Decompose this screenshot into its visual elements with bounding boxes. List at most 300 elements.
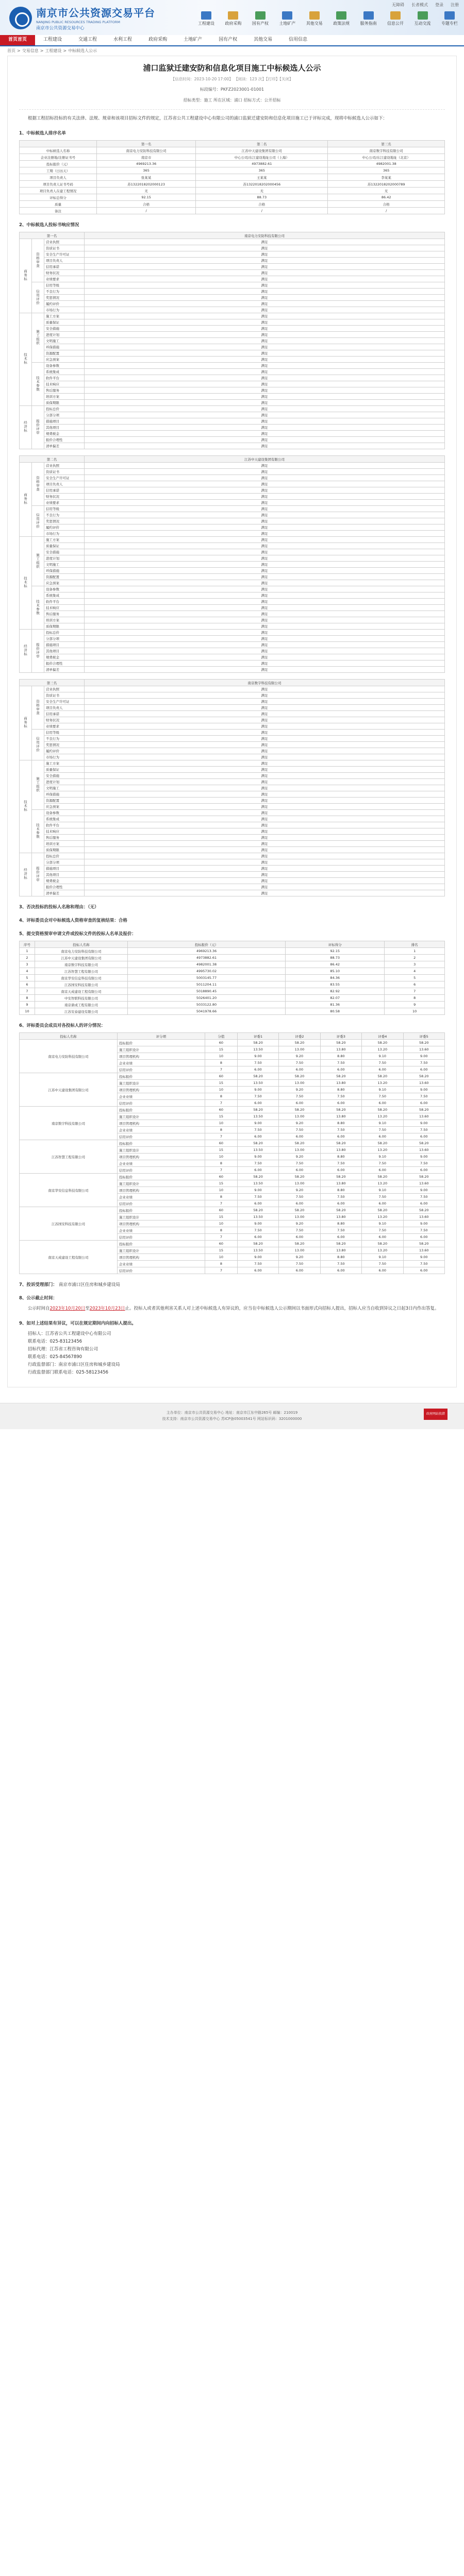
item-cell: 软件平台 bbox=[44, 599, 85, 605]
table-cell: 6.00 bbox=[403, 1200, 445, 1207]
status-cell: 满足 bbox=[85, 258, 445, 264]
table-cell: 58.20 bbox=[237, 1073, 278, 1080]
item-cell: 进度计划 bbox=[44, 555, 85, 562]
table-cell: 6.00 bbox=[362, 1267, 403, 1274]
status-cell: 满足 bbox=[85, 381, 445, 387]
table-cell: 6 bbox=[385, 981, 445, 988]
table-cell: 86.42 bbox=[286, 961, 385, 968]
table-cell: 13.60 bbox=[403, 1147, 445, 1154]
subgroup-label: 施工组织 bbox=[36, 329, 40, 345]
item-cell: 项目负责人 bbox=[44, 481, 85, 487]
table-cell: 项目管理机构 bbox=[118, 1221, 205, 1227]
subgroup-label: 资格审查 bbox=[36, 476, 40, 492]
table-cell: 7.50 bbox=[403, 1261, 445, 1267]
table-cell: 4973882.61 bbox=[128, 955, 286, 961]
status-cell: 满足 bbox=[85, 754, 445, 760]
item-cell: 技术响应 bbox=[44, 381, 85, 387]
table-cell: 6.00 bbox=[237, 1133, 278, 1140]
table-cell: 58.20 bbox=[403, 1040, 445, 1046]
nav-item[interactable] bbox=[196, 11, 217, 26]
table-cell: 9.10 bbox=[362, 1187, 403, 1194]
table-cell: 9.20 bbox=[279, 1120, 320, 1127]
table-cell: 58.20 bbox=[279, 1174, 320, 1180]
nav-icon bbox=[336, 11, 346, 20]
header-cell: 评委1 bbox=[237, 1033, 278, 1040]
group-label: 技术标 bbox=[23, 353, 27, 365]
tab-item[interactable]: 其他交易 bbox=[254, 37, 273, 42]
subgroup-cell bbox=[32, 239, 44, 282]
table-row bbox=[20, 487, 445, 494]
table-row bbox=[20, 481, 445, 487]
table-cell: 58.20 bbox=[362, 1073, 403, 1080]
table-cell: 6.00 bbox=[279, 1200, 320, 1207]
tender-meta: 招标类型：施工 所在区域：浦口 招标方式：公开招标 bbox=[183, 98, 281, 103]
table-cell: 13.80 bbox=[320, 1046, 361, 1053]
status-cell: 满足 bbox=[85, 326, 445, 332]
item-cell: 系统集成 bbox=[44, 369, 85, 375]
nav-item[interactable] bbox=[439, 11, 460, 26]
item-cell: 财务状况 bbox=[44, 717, 85, 723]
item-cell: 设备参数 bbox=[44, 586, 85, 592]
table-cell: 58.20 bbox=[237, 1140, 278, 1147]
table-row bbox=[20, 301, 445, 307]
section9-heading: 9、如对上述结果有异议，可以在规定期间内向招标人提出。 bbox=[19, 1321, 136, 1326]
tab-item[interactable]: 土地矿产 bbox=[184, 37, 203, 42]
table-row bbox=[20, 623, 445, 630]
table-cell: 92.15 bbox=[286, 948, 385, 955]
status-cell: 满足 bbox=[85, 660, 445, 667]
table-row bbox=[20, 369, 445, 375]
table-cell: 13.50 bbox=[237, 1214, 278, 1221]
breadcrumb-item[interactable]: 工程建设 bbox=[45, 48, 62, 53]
site-footer bbox=[0, 1403, 464, 1429]
table-cell: 7 bbox=[205, 1133, 238, 1140]
nav-label: 专题专栏 bbox=[441, 21, 458, 26]
top-link[interactable]: 登录 bbox=[435, 3, 443, 7]
subgroup-cell bbox=[32, 282, 44, 313]
table-cell: 6.00 bbox=[320, 1200, 361, 1207]
table-cell: 9.20 bbox=[279, 1154, 320, 1160]
table-cell: 88.73 bbox=[196, 194, 328, 201]
table-row bbox=[20, 705, 445, 711]
table-cell: 13.80 bbox=[320, 1214, 361, 1221]
table-cell: 13.00 bbox=[279, 1247, 320, 1254]
table-row bbox=[20, 258, 445, 264]
tab-item[interactable]: 国有产权 bbox=[219, 37, 238, 42]
table-cell: 企业业绩 bbox=[118, 1060, 205, 1066]
status-cell: 满足 bbox=[85, 500, 445, 506]
table-cell: 60 bbox=[205, 1174, 238, 1180]
table-cell: 58.20 bbox=[403, 1140, 445, 1147]
table-cell: 9.00 bbox=[237, 1053, 278, 1060]
status-cell: 满足 bbox=[85, 375, 445, 381]
table-cell: 10 bbox=[205, 1087, 238, 1093]
tab-item[interactable]: 信用信息 bbox=[289, 37, 308, 42]
item-cell: 安全生产许可证 bbox=[44, 251, 85, 258]
table-row bbox=[20, 699, 445, 705]
nav-item[interactable] bbox=[250, 11, 271, 26]
group-cell bbox=[20, 630, 32, 673]
tab-item[interactable]: 政府采购 bbox=[148, 37, 168, 42]
group-cell bbox=[20, 686, 32, 760]
table-row bbox=[20, 201, 445, 208]
table-cell: 9.20 bbox=[279, 1053, 320, 1060]
table-cell: 投标报价 bbox=[118, 1241, 205, 1247]
header-cell: 第三名 bbox=[328, 141, 445, 147]
bidder-name-cell: 江苏中天建设集团有限公司 bbox=[85, 456, 445, 463]
header-cell: 评委5 bbox=[403, 1033, 445, 1040]
table-row bbox=[20, 332, 445, 338]
table-cell: 58.20 bbox=[403, 1073, 445, 1080]
item-cell: 项目负责人 bbox=[44, 258, 85, 264]
table-row bbox=[20, 961, 445, 968]
table-cell: 信用评价 bbox=[118, 1100, 205, 1107]
status-cell: 满足 bbox=[85, 810, 445, 816]
table-cell: 9.20 bbox=[279, 1221, 320, 1227]
status-cell: 满足 bbox=[85, 289, 445, 295]
table-row bbox=[20, 270, 445, 276]
status-cell: 满足 bbox=[85, 344, 445, 350]
table-cell: 82.07 bbox=[286, 995, 385, 1002]
table-cell: 60 bbox=[205, 1241, 238, 1247]
tab-item[interactable]: 交通工程 bbox=[78, 37, 97, 42]
status-cell: 满足 bbox=[85, 816, 445, 822]
item-cell: 清单偏差 bbox=[44, 890, 85, 896]
status-cell: 满足 bbox=[85, 512, 445, 518]
item-cell: 系统集成 bbox=[44, 816, 85, 822]
group-cell bbox=[20, 853, 32, 896]
table-cell: 4982001.38 bbox=[128, 961, 286, 968]
table-row bbox=[20, 841, 445, 847]
table-cell: 投标报价 bbox=[118, 1174, 205, 1180]
table-cell: 8 bbox=[205, 1194, 238, 1200]
item-cell: 财务状况 bbox=[44, 270, 85, 276]
top-link[interactable]: 注册 bbox=[451, 3, 459, 7]
status-cell: 满足 bbox=[85, 711, 445, 717]
item-cell: 措施项目 bbox=[44, 866, 85, 872]
table-row bbox=[20, 295, 445, 301]
item-cell: 软件平台 bbox=[44, 375, 85, 381]
site-header bbox=[0, 0, 464, 35]
table-cell: 58.20 bbox=[320, 1241, 361, 1247]
subgroup-cell bbox=[32, 686, 44, 730]
item-cell: 售后服务 bbox=[44, 611, 85, 617]
table-cell: 6.00 bbox=[362, 1200, 403, 1207]
table-cell: 58.20 bbox=[279, 1241, 320, 1247]
item-cell: 培训方案 bbox=[44, 841, 85, 847]
nav-item[interactable] bbox=[223, 11, 243, 26]
status-cell: 满足 bbox=[85, 475, 445, 481]
table-cell: 7.50 bbox=[362, 1194, 403, 1200]
table-row bbox=[20, 406, 445, 412]
item-cell: 技术响应 bbox=[44, 605, 85, 611]
table-row bbox=[20, 884, 445, 890]
error-report-badge[interactable]: 政府网站找错 bbox=[424, 1409, 448, 1420]
table-row bbox=[20, 686, 445, 692]
item-cell: 不良行为 bbox=[44, 289, 85, 295]
table-cell: 9.00 bbox=[237, 1221, 278, 1227]
table-cell: 13.50 bbox=[237, 1147, 278, 1154]
table-cell: 58.20 bbox=[279, 1207, 320, 1214]
table-row bbox=[20, 955, 445, 961]
table-cell: 365 bbox=[97, 167, 196, 174]
nav-item[interactable] bbox=[304, 11, 325, 26]
table-cell: 7.50 bbox=[362, 1060, 403, 1066]
rank-cell: 第三名 bbox=[20, 680, 85, 686]
table-cell: 7.50 bbox=[320, 1093, 361, 1100]
table-cell: 9.10 bbox=[362, 1087, 403, 1093]
table-header-row bbox=[20, 141, 445, 147]
item-cell: 投标总价 bbox=[44, 406, 85, 412]
bidder-cell: 江苏智慧工程有限公司 bbox=[20, 1140, 118, 1174]
table-row bbox=[20, 350, 445, 357]
item-cell: 不良行为 bbox=[44, 512, 85, 518]
section7-label: 7、投诉受理部门： bbox=[19, 1282, 57, 1287]
item-cell: 投标总价 bbox=[44, 853, 85, 859]
table-row bbox=[20, 981, 445, 988]
table-row bbox=[20, 605, 445, 611]
breadcrumb-item[interactable]: 中标候选人公示 bbox=[68, 48, 97, 53]
status-cell: 满足 bbox=[85, 425, 445, 431]
item-cell: 分部分项 bbox=[44, 636, 85, 642]
table-cell: 6.00 bbox=[320, 1100, 361, 1107]
status-cell: 满足 bbox=[85, 400, 445, 406]
table-cell: 6.00 bbox=[237, 1100, 278, 1107]
nav-icon bbox=[444, 11, 455, 20]
table-row bbox=[20, 1174, 445, 1180]
table-cell: 60 bbox=[205, 1140, 238, 1147]
table-row bbox=[20, 147, 445, 154]
header-cell: 分值 bbox=[205, 1033, 238, 1040]
item-cell: 其他项目 bbox=[44, 872, 85, 878]
table-cell: 9.10 bbox=[362, 1254, 403, 1261]
status-cell: 满足 bbox=[85, 437, 445, 443]
item-cell: 售后服务 bbox=[44, 387, 85, 394]
table-row bbox=[20, 754, 445, 760]
status-cell: 满足 bbox=[85, 859, 445, 866]
item-cell: 质保期限 bbox=[44, 623, 85, 630]
item-cell: 措施项目 bbox=[44, 642, 85, 648]
table-cell: 58.20 bbox=[279, 1073, 320, 1080]
nav-item[interactable] bbox=[277, 11, 297, 26]
status-cell: 满足 bbox=[85, 264, 445, 270]
status-cell: 满足 bbox=[85, 537, 445, 543]
item-cell: 奖惩情况 bbox=[44, 518, 85, 524]
table-cell: 9.00 bbox=[403, 1154, 445, 1160]
item-cell: 清单偏差 bbox=[44, 667, 85, 673]
table-row bbox=[20, 375, 445, 381]
bid-response-table bbox=[19, 455, 445, 673]
item-cell: 软件平台 bbox=[44, 822, 85, 828]
table-cell: 10 bbox=[20, 1008, 35, 1015]
status-cell: 满足 bbox=[85, 586, 445, 592]
table-cell: 10 bbox=[205, 1120, 238, 1127]
status-cell: 满足 bbox=[85, 642, 445, 648]
table-cell: 3 bbox=[385, 961, 445, 968]
top-link[interactable]: 无障碍 bbox=[392, 3, 404, 7]
table-row bbox=[20, 730, 445, 736]
status-cell: 满足 bbox=[85, 791, 445, 798]
status-cell: 满足 bbox=[85, 313, 445, 319]
table-row bbox=[20, 425, 445, 431]
status-cell: 满足 bbox=[85, 705, 445, 711]
table-cell: 中安智联科技有限公司 bbox=[35, 995, 128, 1002]
table-cell: 13.50 bbox=[237, 1080, 278, 1087]
footer-line-1: 主办单位：南京市公共资源交易中心 地址：南京市江东中路265号 邮编：210019 bbox=[166, 1411, 298, 1415]
subgroup-cell bbox=[32, 313, 44, 363]
status-cell: 满足 bbox=[85, 524, 445, 531]
table-cell: 7.50 bbox=[237, 1093, 278, 1100]
table-cell: 投标报价 bbox=[118, 1207, 205, 1214]
item-cell: 环保措施 bbox=[44, 568, 85, 574]
table-cell: 7.50 bbox=[403, 1127, 445, 1133]
table-row bbox=[20, 506, 445, 512]
table-row bbox=[20, 363, 445, 369]
breadcrumb-item[interactable]: 交易信息 bbox=[22, 48, 39, 53]
table-cell: 7.50 bbox=[279, 1194, 320, 1200]
nav-icon bbox=[255, 11, 266, 20]
table-row bbox=[20, 1107, 445, 1113]
item-cell: 设备参数 bbox=[44, 810, 85, 816]
item-cell: 资源配置 bbox=[44, 574, 85, 580]
table-cell: 8 bbox=[205, 1127, 238, 1133]
table-cell: 7.50 bbox=[403, 1060, 445, 1066]
table-row bbox=[20, 859, 445, 866]
section2-heading: 2、中标候选人投标书响应情况 bbox=[19, 223, 79, 228]
table-cell: 13.20 bbox=[362, 1147, 403, 1154]
status-cell: 满足 bbox=[85, 568, 445, 574]
item-cell: 报价合理性 bbox=[44, 884, 85, 890]
nav-icon bbox=[228, 11, 238, 20]
section6-heading: 6、评标委员会成员对各投标人的评分情况： bbox=[19, 1023, 106, 1028]
bidder-cell: 南京数字科技有限公司 bbox=[20, 1107, 118, 1140]
item-cell: 信用承诺 bbox=[44, 264, 85, 270]
subgroup-label: 技术参数 bbox=[36, 823, 40, 839]
tab-item[interactable]: 工程建设 bbox=[43, 37, 62, 42]
bidder-cell: 江苏国安科技有限公司 bbox=[20, 1207, 118, 1241]
table-cell: 6.00 bbox=[362, 1100, 403, 1107]
table-cell: 13.00 bbox=[279, 1214, 320, 1221]
footer-line-2: 技术支持：南京市公共资源交易中心 苏ICP备05003541号 网站标识码：3201000000 bbox=[162, 1417, 302, 1421]
nav-item[interactable] bbox=[412, 11, 433, 26]
nav-icon bbox=[418, 11, 428, 20]
item-cell: 进度计划 bbox=[44, 332, 85, 338]
table-cell: 施工组织设计 bbox=[118, 1046, 205, 1053]
site-logo[interactable] bbox=[9, 5, 155, 31]
header-cell: 序号 bbox=[20, 941, 35, 948]
table-row bbox=[20, 154, 445, 161]
table-cell: 5033122.80 bbox=[128, 1002, 286, 1008]
table-row bbox=[20, 463, 445, 469]
table-cell: 58.20 bbox=[320, 1107, 361, 1113]
table-row bbox=[20, 667, 445, 673]
item-cell: 资质证书 bbox=[44, 245, 85, 251]
table-cell: 58.20 bbox=[237, 1040, 278, 1046]
table-row bbox=[20, 872, 445, 878]
status-cell: 满足 bbox=[85, 654, 445, 660]
table-cell: 60 bbox=[205, 1073, 238, 1080]
table-cell: 8 bbox=[205, 1093, 238, 1100]
item-cell: 其他项目 bbox=[44, 648, 85, 654]
table-cell: 南京天成建设工程有限公司 bbox=[35, 988, 128, 995]
nav-item[interactable] bbox=[358, 11, 379, 26]
item-cell: 市场行为 bbox=[44, 531, 85, 537]
table-cell: 9.00 bbox=[403, 1053, 445, 1060]
nav-icon bbox=[390, 11, 401, 20]
table-row bbox=[20, 469, 445, 475]
item-cell: 履约评价 bbox=[44, 748, 85, 754]
tab-item[interactable]: 首页首页 bbox=[0, 34, 35, 45]
table-cell: 9.10 bbox=[362, 1221, 403, 1227]
table-cell: 7.50 bbox=[403, 1160, 445, 1167]
table-cell: 9.00 bbox=[403, 1087, 445, 1093]
item-cell: 报价合理性 bbox=[44, 437, 85, 443]
section8-heading: 8、公示截止时间： bbox=[19, 1296, 57, 1301]
table-cell: 7.50 bbox=[403, 1194, 445, 1200]
table-cell: 7.50 bbox=[320, 1127, 361, 1133]
table-cell: 10 bbox=[205, 1154, 238, 1160]
table-row bbox=[20, 338, 445, 344]
subgroup-label: 施工组织 bbox=[36, 553, 40, 569]
table-cell: 施工组织设计 bbox=[118, 1080, 205, 1087]
table-row bbox=[20, 1002, 445, 1008]
table-cell: 6.00 bbox=[403, 1267, 445, 1274]
table-cell: 6.00 bbox=[403, 1100, 445, 1107]
table-cell: 6.00 bbox=[320, 1234, 361, 1241]
table-cell: 84.36 bbox=[286, 975, 385, 981]
table-cell: 58.20 bbox=[320, 1207, 361, 1214]
table-cell: 9.10 bbox=[362, 1120, 403, 1127]
nav-item[interactable] bbox=[331, 11, 352, 26]
bidder-name-cell: 南京电力安防科技有限公司 bbox=[85, 232, 445, 239]
table-cell: 58.20 bbox=[320, 1140, 361, 1147]
table-cell: 6.00 bbox=[237, 1267, 278, 1274]
status-cell: 满足 bbox=[85, 866, 445, 872]
table-cell: 7.50 bbox=[237, 1060, 278, 1066]
table-row bbox=[20, 1241, 445, 1247]
status-cell: 满足 bbox=[85, 319, 445, 326]
status-cell: 满足 bbox=[85, 469, 445, 475]
table-cell: 3 bbox=[20, 961, 35, 968]
table-cell: 江苏中天建设集团有限公司 bbox=[35, 955, 128, 961]
status-cell: 满足 bbox=[85, 736, 445, 742]
status-cell: 满足 bbox=[85, 332, 445, 338]
top-link[interactable]: 长者模式 bbox=[411, 3, 428, 7]
table-row bbox=[20, 785, 445, 791]
table-row bbox=[20, 773, 445, 779]
table-cell: 58.20 bbox=[403, 1241, 445, 1247]
table-cell: 6.00 bbox=[237, 1167, 278, 1174]
article-container bbox=[7, 56, 457, 1387]
subgroup-cell bbox=[32, 730, 44, 760]
table-cell: 企业业绩 bbox=[118, 1227, 205, 1234]
group-cell bbox=[20, 239, 32, 313]
table-cell: 9 bbox=[20, 1002, 35, 1008]
table-row bbox=[20, 251, 445, 258]
table-cell: 9.20 bbox=[279, 1187, 320, 1194]
table-cell: 7.50 bbox=[320, 1160, 361, 1167]
table-row bbox=[20, 394, 445, 400]
nav-item[interactable] bbox=[385, 11, 406, 26]
table-row bbox=[20, 995, 445, 1002]
group-cell bbox=[20, 313, 32, 406]
table-cell: 6.00 bbox=[362, 1066, 403, 1073]
tab-item[interactable]: 水利工程 bbox=[113, 37, 132, 42]
table-cell: 13.20 bbox=[362, 1247, 403, 1254]
breadcrumb-item[interactable]: 首页 bbox=[7, 48, 15, 53]
status-cell: 满足 bbox=[85, 463, 445, 469]
status-cell: 满足 bbox=[85, 841, 445, 847]
